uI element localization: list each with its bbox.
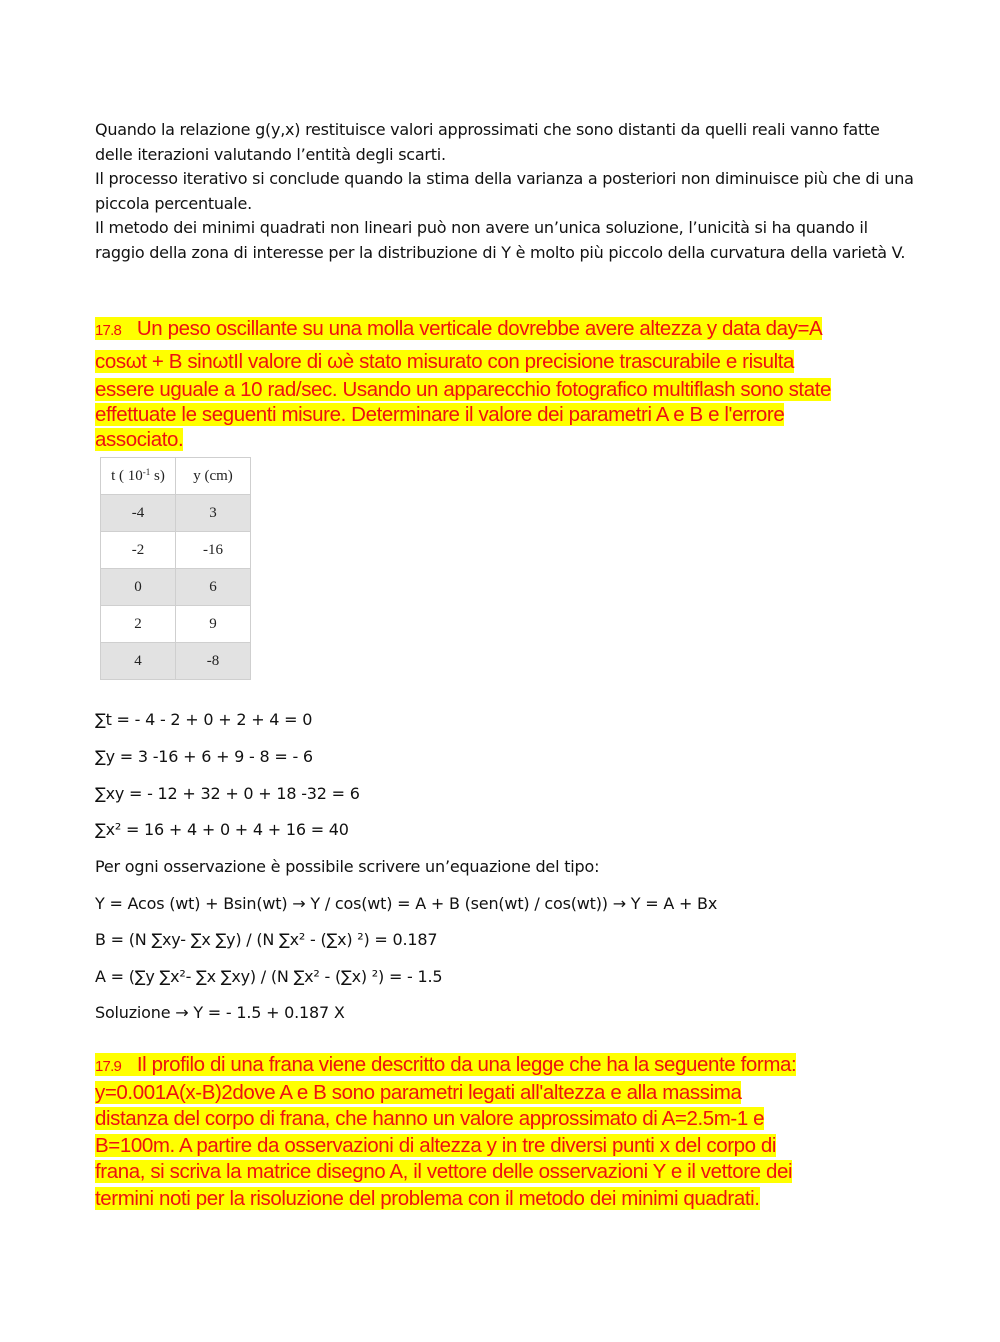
cell-y: 9 [176,606,251,643]
problem-number: 17.9 [95,1058,121,1075]
table-row [101,495,251,532]
cell-y: 6 [176,569,251,606]
problem-17-8-line-2: cosωt + B sinωtIl valore di ωè stato misurato con precisione trascurabile e risulta [95,350,795,373]
intro-paragraph-2: Il processo iterativo si conclude quando la stima della varianza a posteriori non diminuisce più che di una piccola percentuale. [95,169,914,213]
cell-t: -2 [101,532,176,569]
problem-17-9-line-2: y=0.001A(x-B)2dove A e B sono parametri legati all'altezza e alla massima [95,1080,742,1104]
cell-t: 2 [101,606,176,643]
table-row [101,569,251,606]
problem-text: Il profilo di una frana viene descritto da una legge che ha la seguente forma: [136,1053,797,1076]
model-equation: Y = Acos (wt) + Bsin(wt) → Y / cos(wt) = A + B (sen(wt) / cos(wt)) → Y = A + Bx [95,894,718,913]
header-t: t ( $10^{-1}$ s) [101,458,176,495]
problem-17-9-line-3: distanza del corpo di frana, che hanno un valore approssimato di A=2.5m-1 e [95,1107,765,1130]
cell-y: 3 [176,495,251,532]
table-header-row [101,458,251,495]
cell-t: -4 [101,495,176,532]
solution: Soluzione → Y = - 1.5 + 0.187 X [95,1003,345,1022]
cell-y: -16 [176,532,251,569]
problem-17-9 [95,1052,905,1212]
sum-xy: ∑xy = - 12 + 32 + 0 + 18 -32 = 6 [95,784,360,803]
sum-x2: ∑x² = 16 + 4 + 0 + 4 + 16 = 40 [95,820,349,839]
b-formula: B = (N ∑xy- ∑x ∑y) / (N ∑x² - (∑x) ²) = 0.187 [95,930,438,949]
intro-paragraph-3: Il metodo dei minimi quadrati non lineari può non avere un’unica soluzione, l’unicità si ha quando il raggio della zona di interesse per la distribuzione di Y è molto più piccolo della curvatura della varietà V. [95,218,906,262]
problem-17-8-line-1 [95,317,822,340]
intro-paragraph-1: Quando la relazione g(y,x) restituisce valori approssimati che sono distanti da quelli reali vanno fatte delle iterazioni valutando l’entità degli scarti. [95,120,880,164]
observations-table [100,457,251,680]
a-formula: A = (∑y ∑x²- ∑x ∑xy) / (N ∑x² - (∑x) ²) = - 1.5 [95,967,443,986]
problem-text: Un peso oscillante su una molla verticale dovrebbe avere altezza y data day=A [136,317,823,340]
problem-17-8-line-4: effettuate le seguenti misure. Determinare il valore dei parametri A e B e l'errore [95,403,785,426]
cell-t: 0 [101,569,176,606]
problem-17-9-line-4: B=100m. A partire da osservazioni di altezza y in tre diversi punti x del corpo di [95,1133,777,1157]
header-y: y (cm) [176,458,251,495]
problem-17-9-line-5: frana, si scriva la matrice disegno A, il vettore delle osservazioni Y e il vettore dei [95,1160,793,1183]
problem-17-8-line-3: essere uguale a 10 rad/sec. Usando un apparecchio fotografico multiflash sono state [95,378,832,401]
table-row [101,532,251,569]
cell-y: -8 [176,643,251,680]
table-row [101,643,251,680]
problem-number: 17.8 [95,322,121,339]
table-row [101,606,251,643]
problem-17-8-line-5: associato. [95,428,184,451]
problem-17-9-line-6: termini noti per la risoluzione del problema con il metodo dei minimi quadrati. [95,1186,760,1210]
intro-paragraphs [95,118,915,265]
sum-y: ∑y = 3 -16 + 6 + 9 - 8 = - 6 [95,747,313,766]
problem-17-9-line-1 [95,1053,796,1076]
cell-t: 4 [101,643,176,680]
equation-note: Per ogni osservazione è possibile scrivere un’equazione del tipo: [95,857,600,876]
sum-t: ∑t = - 4 - 2 + 0 + 2 + 4 = 0 [95,710,313,729]
problem-17-8 [95,312,905,452]
